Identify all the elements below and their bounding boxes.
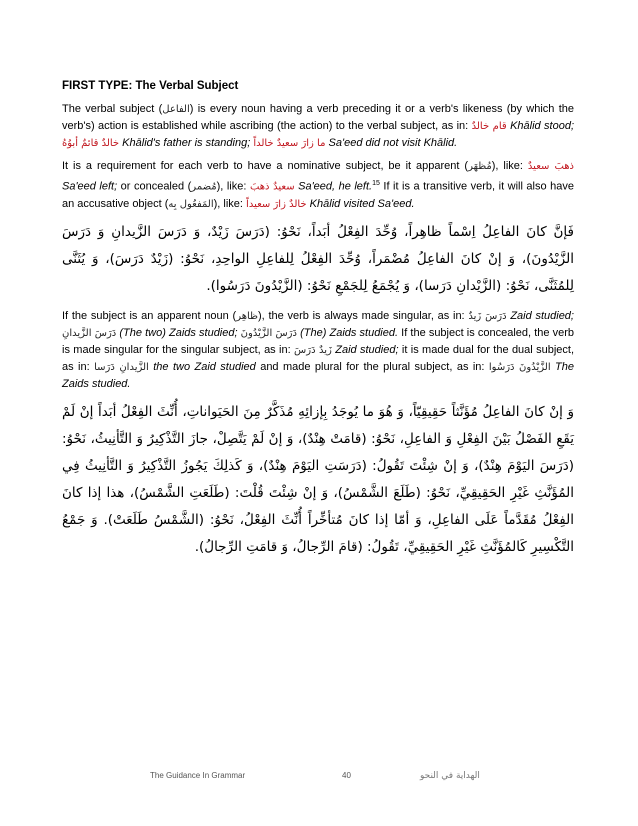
arabic-example: سعيدٌ ذهبَ: [249, 181, 295, 193]
arabic-term: مُضمر: [191, 181, 217, 193]
example-translation: The Zaids studied.: [62, 360, 574, 390]
text: ), the verb is always made singular, as in:: [257, 309, 469, 322]
arabic-example: دَرَسَ الزَّيْدُونَ: [240, 327, 297, 339]
arabic-term: الفاعل: [162, 104, 190, 115]
arabic-text-block-2: وَ إنْ كانَ الفاعِلُ مُؤَنَّثاً حَقِيقِيّاً، وَ هُوَ ما يُوجَدُ بِإزائِهِ مُذَكَّرٌ مِنَ الحَيَواناتِ، أُنِّثَ الفِعْلُ أبَداً إنْ لَمْ يَقَعِ الفَصْلُ بَيْنَ الفِعْلِ وَ الفاعِلِ، نَحْوُ: (قامَتْ هِنْدٌ)، وَ إنْ لَمْ يَتَّصِلْ، جازَ التَّذْكِيرُ وَ التَّأنِيثُ، نَحْوُ: (دَرَسَ اليَوْمَ هِنْدٌ)، وَ إنْ شِئْتَ تَقُولُ: (دَرَسَتِ اليَوْمَ هِنْدٌ)، وَ كَذلِكَ يَجُوزُ التَّذْكِيرُ وَ التَّأنِيثُ فِي المُؤَنَّثِ غَيْرِ الحَقِيقِيِّ، نَحْوُ: (طَلَعَ الشَّمْسُ)، وَ إنْ شِئْتَ قُلْتَ: (طَلَعَتِ الشَّمْسُ)، هذا إذا كانَ الفِعْلُ مُقَدَّماً عَلَى الفاعِلِ، وَ أمّا إذا كانَ مُتأخِّراً أُنِّثَ الفِعْلُ، نَحْوُ: (الشَّمْسُ طَلَعَتْ). وَ جَمْعُ التَّكْسِيرِ كَالمُؤَنَّثِ غَيْرِ الحَقِيقِيِّ، تَقُولُ: (قامَ الرِّجالُ، وَ قامَتِ الرِّجالُ).: [62, 403, 574, 555]
arabic-term: ظاهِر: [236, 310, 258, 322]
section-heading: FIRST TYPE: The Verbal Subject: [62, 80, 239, 92]
arabic-example: خالدٌ قائمٌ أبوُهُ: [62, 138, 120, 149]
example-translation: Khālid stood;: [506, 120, 574, 132]
arabic-term: المَفعُول بِه: [168, 198, 214, 210]
arabic-example: دَرَسَ الزَّيدانِ: [62, 327, 117, 339]
text: If the subject is concealed, the verb is made singular for the singular subject, as in:: [62, 326, 574, 356]
arabic-text-block-1: فَإنَّ كانَ الفاعِلُ اِسْماً ظاهِراً، وُحِّدَ الفِعْلُ أبَداً، نَحْوُ: (دَرَسَ زَيْدٌ، وَ دَرَسَ الزَّيدانِ وَ دَرَسَ الزَّيْدُونَ)، وَ إنْ كانَ الفاعِلُ مُضْمَراً، وُحِّدَ الفِعْلُ لِلفاعِلِ الواحِدِ، نَحْوُ: (زَيْدٌ دَرَسَ)، وَ يُثَنَّى لِلمُثَنَّى، نَحْوُ: (الزَّيْدانِ دَرَسا)، وَ يُجْمَعُ لِلجَمْعِ نَحْوُ: (الزَّيْدُونَ دَرَسُوا).: [62, 223, 574, 294]
text: If it is a transitive verb, it will also have an accusative object (: [62, 180, 574, 210]
page-number: 40: [342, 771, 351, 780]
text: it is made dual for the dual subject, as in:: [62, 343, 575, 373]
text: ), like:: [216, 180, 250, 193]
arabic-example: ذهبَ سعيدٌ: [527, 161, 574, 172]
example-translation: (The two) Zaids studied;: [116, 326, 241, 339]
example-translation: Zaid studied;: [506, 309, 574, 322]
page-footer: [0, 771, 638, 785]
text: ), like:: [491, 160, 528, 172]
example-translation: Sa'eed did not visit Khālid.: [325, 137, 458, 149]
arabic-example: الزَّيْدُونَ دَرَسُوا: [488, 361, 551, 373]
text: or concealed (: [117, 180, 192, 193]
arabic-example: زَيدٌ دَرَسَ: [294, 344, 332, 356]
example-translation: Khālid visited Sa'eed.: [306, 197, 415, 210]
paragraph-apparent-noun: [62, 308, 574, 393]
example-translation: Sa'eed left;: [62, 180, 118, 193]
text: and made plural for the plural subject, as in:: [255, 360, 489, 373]
footer-arabic-title: الهداية في النحو: [420, 771, 480, 781]
arabic-example: قام خالدٌ: [471, 121, 507, 132]
arabic-term: مُظهَر: [468, 161, 492, 172]
text: It is a requirement for each verb to have a nominative subject, be it apparent (: [62, 160, 469, 172]
arabic-example: دَرَسَ زَيدٌ: [468, 310, 507, 322]
text: ) is every noun having a verb preceding it or a verb's likeness (by which the verb's) action is established while ascribing (the action) to the verbal subject, as in:: [62, 103, 574, 132]
text: If the subject is an apparent noun (: [62, 309, 237, 322]
example-translation: Khālid's father is standing;: [119, 137, 254, 149]
footer-book-title: The Guidance In Grammar: [150, 771, 246, 780]
footnote-ref[interactable]: 15: [372, 180, 380, 187]
paragraph-verbal-subject: [62, 101, 574, 152]
example-translation: the two Zaid studied: [148, 360, 256, 373]
arabic-example: ما زارَ سعيدٌ خالداً: [253, 138, 326, 149]
example-translation: (The) Zaids studied.: [296, 326, 399, 339]
paragraph-requirement: [62, 158, 574, 213]
text: The verbal subject (: [62, 103, 163, 115]
example-translation: Sa'eed, he left.: [294, 180, 373, 193]
arabic-example: خالدٌ زارَ سعيداً: [246, 198, 307, 210]
text: ), like:: [213, 197, 247, 210]
page-content: [62, 80, 574, 569]
arabic-example: الزَّيدانِ دَرَسا: [94, 361, 149, 373]
example-translation: Zaid studied;: [331, 343, 399, 356]
